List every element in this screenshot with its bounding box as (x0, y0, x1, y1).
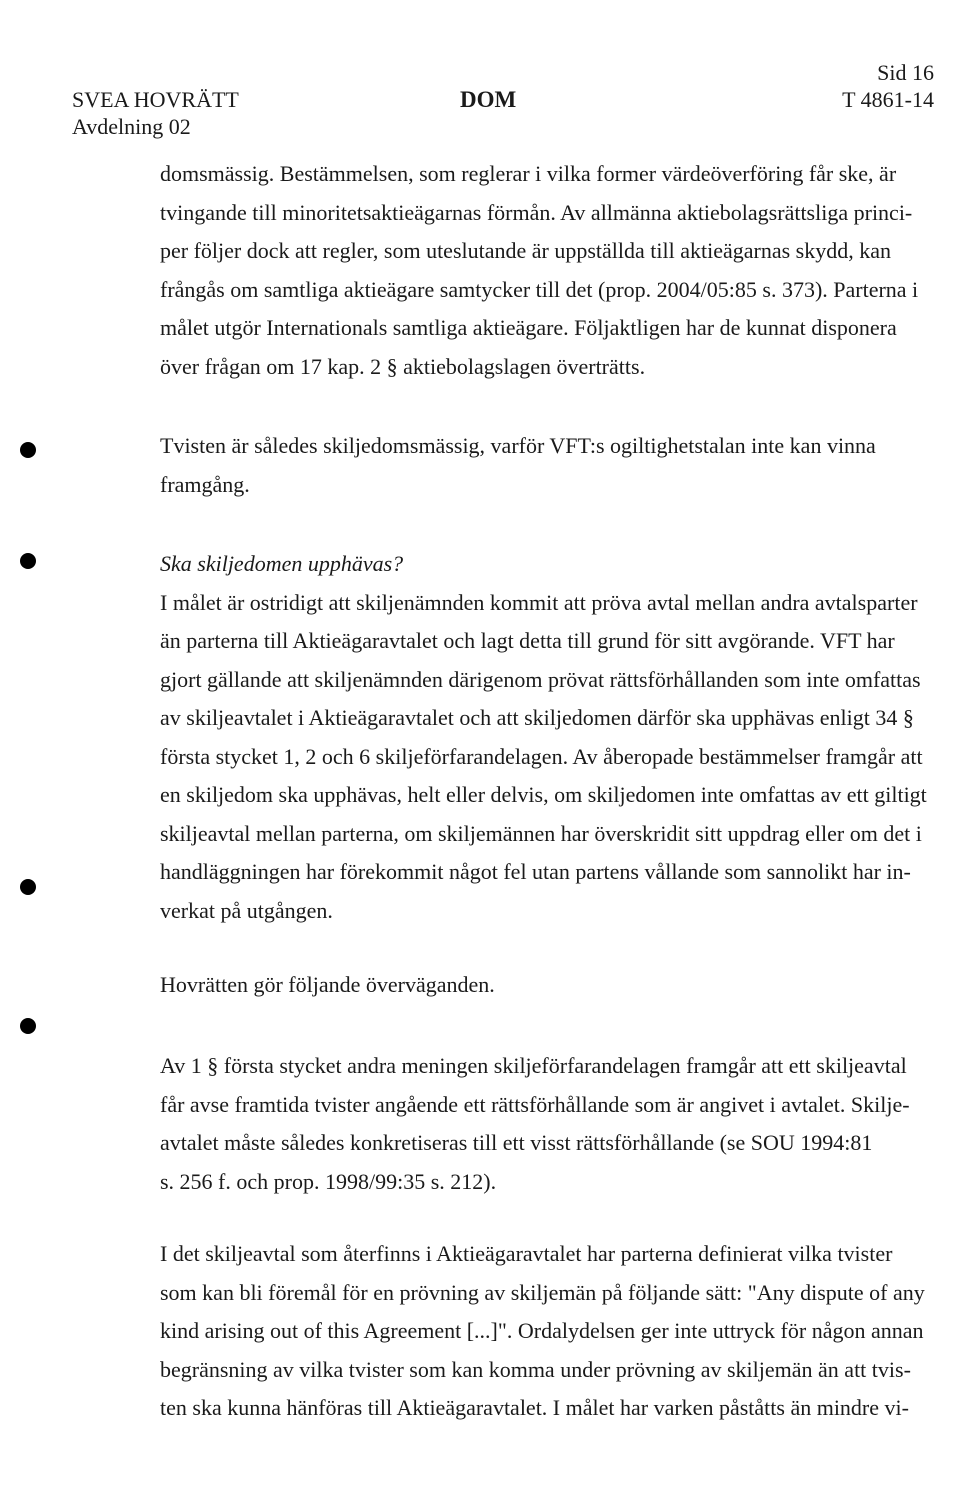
text-line: Tvisten är således skiljedomsmässig, varför VFT:s ogiltighetstalan inte kan vinna (160, 433, 876, 458)
text-line: gjort gällande att skiljenämnden därigenom prövat rättsförhållanden som inte omfattas (160, 666, 921, 692)
text-line: s. 256 f. och prop. 1998/99:35 s. 212). (160, 1168, 497, 1194)
text-line: än parterna till Aktieägaravtalet och lagt detta till grund för sitt avgörande. VFT har (160, 628, 895, 653)
text-line: tvingande till minoritetsaktieägarnas förmån. Av allmänna aktiebolagsrättsliga princi- (160, 199, 913, 225)
court-name: SVEA HOVRÄTT (72, 87, 239, 112)
text-line: frångås om samtliga aktieägare samtycker till det (prop. 2004/05:85 s. 373). Parterna i (160, 276, 919, 302)
text-line: per följer dock att regler, som uteslutande är uppställda till aktieägarnas skydd, kan (160, 238, 891, 263)
punch-hole-mark (20, 879, 36, 895)
text-line: handläggningen har förekommit något fel utan partens vållande som sannolikt har in- (160, 859, 911, 884)
punch-hole-mark (20, 553, 36, 569)
paragraph (160, 155, 940, 386)
text-line: ten ska kunna hänföras till Aktieägaravtalet. I målet har varken påståtts än mindre vi- (160, 1395, 909, 1420)
text-line: skiljeavtal mellan parterna, om skiljemännen har överskridit sitt uppdrag eller om det i (160, 820, 922, 846)
paragraph (160, 545, 940, 930)
paragraph (160, 1047, 940, 1201)
text-line: Hovrätten gör följande överväganden. (160, 972, 495, 997)
text-line: första stycket 1, 2 och 6 skiljeförfarandelagen. Av åberopade bestämmelser framgår att (160, 743, 923, 769)
text-line: begränsning av vilka tvister som kan komma under prövning av skiljemän än att tvis- (160, 1356, 911, 1382)
section-heading: Ska skiljedomen upphävas? (160, 551, 404, 576)
text-line: kind arising out of this Agreement [...]". Ordalydelsen ger inte uttryck för någon annan (160, 1318, 924, 1343)
text-line: över frågan om 17 kap. 2 § aktiebolagslagen överträtts. (160, 353, 646, 379)
text-line: en skiljedom ska upphävas, helt eller delvis, om skiljedomen inte omfattas av ett giltigt (160, 782, 927, 807)
text-line: I det skiljeavtal som återfinns i Aktieägaravtalet har parterna definierat vilka tvister (160, 1241, 893, 1266)
text-line: Av 1 § första stycket andra meningen skiljeförfarandelagen framgår att ett skiljeavtal (160, 1053, 907, 1078)
punch-hole-mark (20, 442, 36, 458)
punch-hole-mark (20, 1018, 36, 1034)
department: Avdelning 02 (72, 114, 191, 139)
text-line: får avse framtida tvister angående ett rättsförhållande som är angivet i avtalet. Skilje- (160, 1091, 910, 1117)
text-line: avtalet måste således konkretiseras till ett visst rättsförhållande (se SOU 1994:81 (160, 1130, 873, 1155)
case-number: T 4861-14 (842, 87, 934, 112)
text-line: verkat på utgången. (160, 897, 333, 923)
paragraph (160, 1235, 940, 1428)
text-line: framgång. (160, 471, 250, 497)
paragraph (160, 427, 940, 504)
document-title: DOM (460, 87, 517, 112)
paragraph (160, 966, 940, 1005)
page-number: Sid 16 (877, 60, 934, 85)
text-line: målet utgör Internationals samtliga aktieägare. Följaktligen har de kunnat disponera (160, 315, 897, 340)
text-line: domsmässig. Bestämmelsen, som reglerar i vilka former värdeöverföring får ske, är (160, 161, 897, 186)
text-line: av skiljeavtalet i Aktieägaravtalet och att skiljedomen därför ska upphävas enligt 34 § (160, 705, 914, 730)
text-line: som kan bli föremål för en prövning av skiljemän på följande sätt: "Any dispute of any (160, 1279, 925, 1305)
text-line: I målet är ostridigt att skiljenämnden kommit att pröva avtal mellan andra avtalsparter (160, 589, 918, 615)
